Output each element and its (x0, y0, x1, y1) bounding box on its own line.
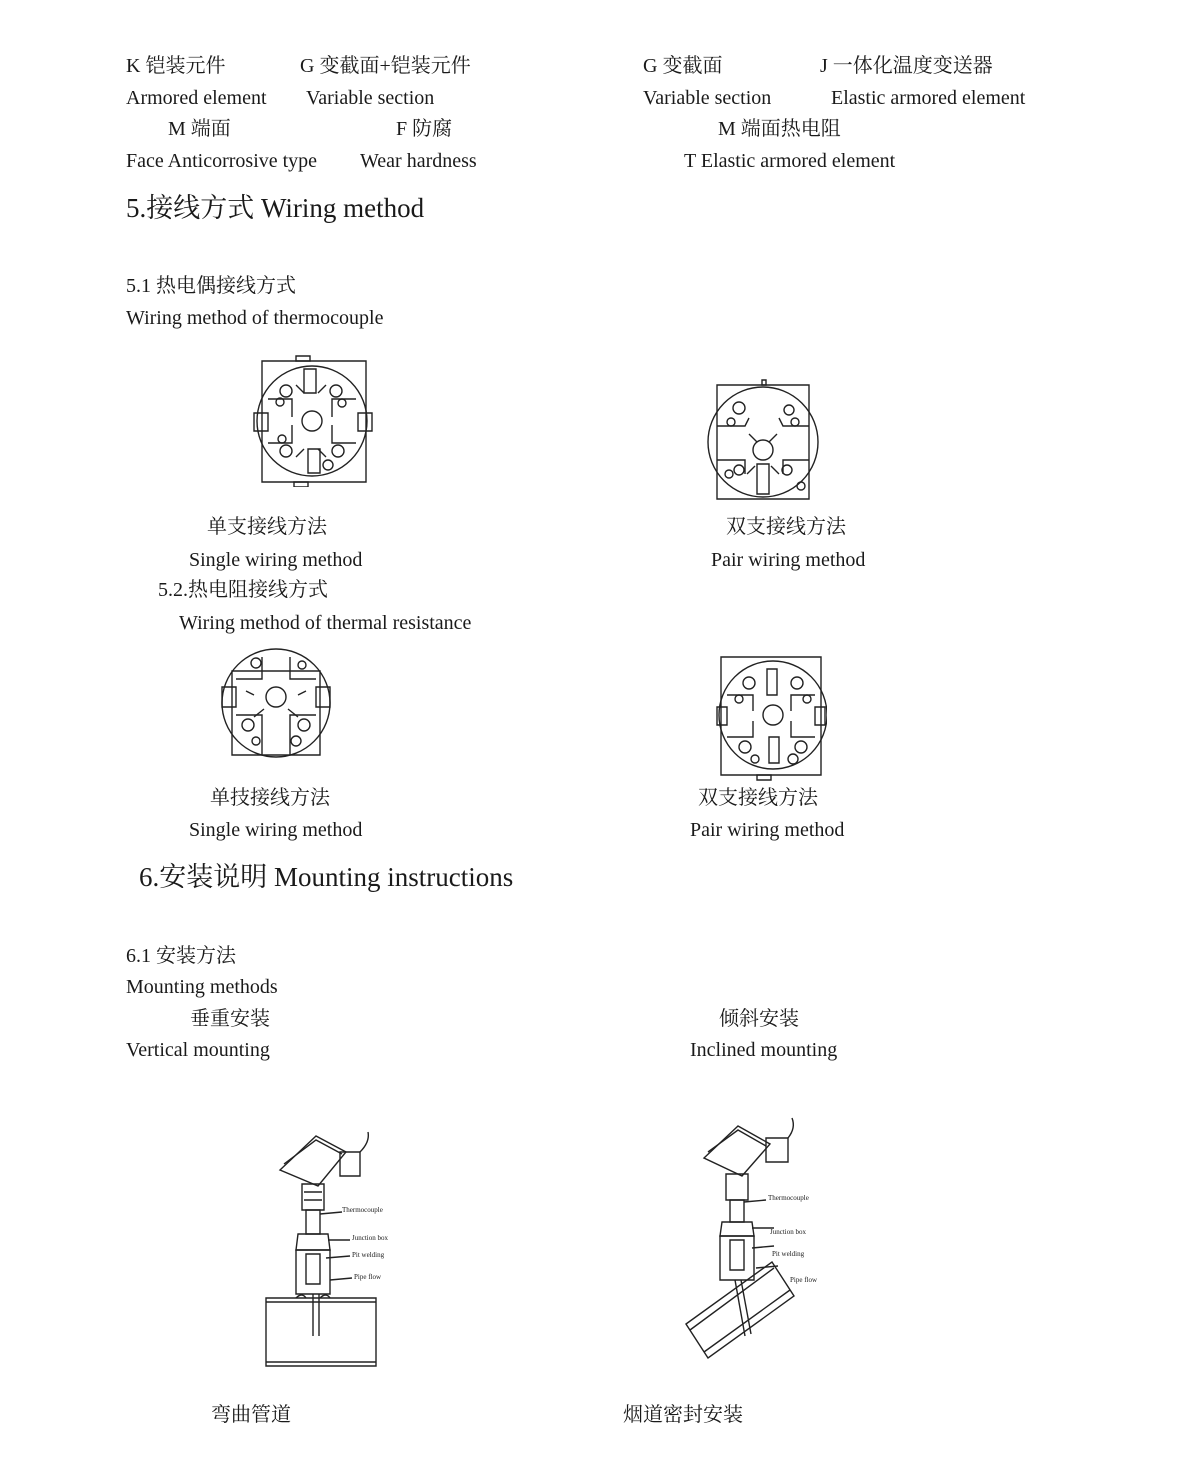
type-variable-en-2: Variable section (643, 87, 772, 109)
inclined-callout-3: Pit welding (772, 1250, 805, 1258)
resistance-single-terminal-diagram (218, 645, 334, 761)
section-5-2-cn: 5.2.热电阻接线方式 (158, 579, 328, 601)
section-5-1-en: Wiring method of thermocouple (126, 307, 384, 329)
vertical-mounting-en: Vertical mounting (126, 1039, 270, 1061)
rt-pair-en: Pair wiring method (690, 819, 845, 841)
section-5-1-cn: 5.1 热电偶接线方式 (126, 275, 296, 297)
section-6-1-en: Mounting methods (126, 976, 278, 998)
section-6-heading: 6.安装说明 Mounting instructions (139, 862, 514, 892)
rt-pair-cn: 双支接线方法 (698, 787, 818, 809)
section-5-2-en: Wiring method of thermal resistance (179, 612, 472, 634)
vertical-callout-2: Junction box (352, 1234, 388, 1242)
tc-pair-cn: 双支接线方法 (726, 516, 846, 538)
type-armored-en: Armored element (126, 87, 267, 109)
thermocouple-pair-terminal-diagram (703, 378, 823, 502)
vertical-mounting-diagram (258, 1122, 408, 1372)
section-5-heading: 5.接线方式 Wiring method (126, 193, 425, 223)
tc-single-cn: 单支接线方法 (207, 516, 327, 538)
type-wear-en: Wear hardness (360, 150, 477, 172)
inclined-callout-4: Pipe flow (790, 1276, 818, 1284)
inclined-callout-2: Junction box (770, 1228, 806, 1236)
inclined-mounting-diagram (680, 1110, 840, 1372)
type-m-cn: M 端面 (168, 118, 231, 140)
type-face-en: Face Anticorrosive type (126, 150, 318, 172)
flue-seal-caption: 烟道密封安装 (623, 1404, 743, 1426)
tc-pair-en: Pair wiring method (711, 549, 866, 571)
rt-single-en: Single wiring method (189, 819, 363, 841)
inclined-mounting-cn: 倾斜安装 (719, 1008, 799, 1030)
thermocouple-single-terminal-diagram (252, 355, 376, 487)
type-g-cn: G 变截面 (643, 55, 723, 77)
vertical-callout-1: Thermocouple (342, 1206, 383, 1214)
tc-single-en: Single wiring method (189, 549, 363, 571)
vertical-callout-3: Pit welding (352, 1251, 385, 1259)
type-t-en: T Elastic armored element (684, 150, 896, 172)
inclined-mounting-en: Inclined mounting (690, 1039, 838, 1061)
rt-single-cn: 单技接线方法 (210, 787, 330, 809)
resistance-pair-terminal-diagram (715, 655, 827, 781)
type-elastic-en: Elastic armored element (831, 87, 1026, 109)
type-f-cn: F 防腐 (396, 118, 453, 140)
type-j-cn: J 一体化温度变送器 (820, 55, 993, 77)
type-m-resistance-cn: M 端面热电阻 (718, 118, 841, 140)
type-g-armored-cn: G 变截面+铠装元件 (300, 55, 471, 77)
type-k-cn: K 铠装元件 (126, 55, 226, 77)
bend-pipe-caption: 弯曲管道 (211, 1404, 291, 1426)
section-6-1-cn: 6.1 安装方法 (126, 945, 236, 967)
type-variable-en: Variable section (306, 87, 435, 109)
inclined-callout-1: Thermocouple (768, 1194, 809, 1202)
vertical-callout-4: Pipe flow (354, 1273, 382, 1281)
vertical-mounting-cn: 垂重安装 (190, 1008, 270, 1030)
